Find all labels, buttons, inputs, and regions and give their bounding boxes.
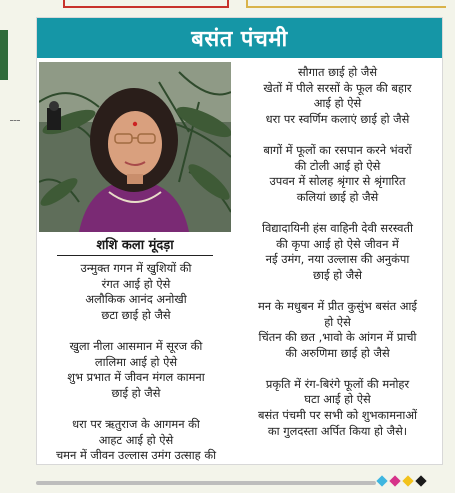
poem-line: हो ऐसे <box>324 314 351 329</box>
article-header <box>37 18 442 58</box>
adjacent-article-edge <box>63 0 229 8</box>
poem-line: धरा पर स्वर्णिम कलाएं छाई हो जैसे <box>265 111 410 126</box>
poem-line: छटा छाई हो जैसे <box>101 307 171 322</box>
footer-rule <box>36 481 376 485</box>
adjacent-article-edge-right <box>246 0 446 8</box>
poem-line: की टोली आई हो ऐसे <box>294 158 381 173</box>
poem-left-column <box>41 261 231 464</box>
poem-line: की अरुणिमा छाई हो जैसे <box>285 345 390 360</box>
poem-article <box>36 17 443 465</box>
poem-line: मन के मधुबन में प्रीत कुसुंभ बसंत आई <box>258 298 417 313</box>
byline-underline <box>57 255 213 256</box>
author-photo-image <box>39 62 231 232</box>
author-name: शशि कला मूंदड़ा <box>96 238 174 253</box>
adjacent-column-rule <box>10 120 20 121</box>
footer-diamond-dots <box>378 477 425 485</box>
poem-line: विद्यादायिनी हंस वाहिनी देवी सरस्वती <box>262 220 413 235</box>
poem-line: आहट आई हो ऐसे <box>98 432 174 447</box>
stanza-gap <box>235 127 440 143</box>
stanza-gap <box>41 401 231 417</box>
poem-line: चमन में जीवन उल्लास उमंग उत्साह की <box>55 448 217 463</box>
poem-line: खेतों में पीले सरसों के फूल की बहार <box>263 80 412 95</box>
poem-line: बागों में फूलों का रसपान करने भंवरों <box>263 142 412 157</box>
poem-line: बसंत पंचमी पर सभी को शुभकामनाओं <box>258 408 417 423</box>
stanza-gap <box>235 283 440 299</box>
poem-line: की कृपा आई हो ऐसे जीवन में <box>276 236 399 251</box>
poem-line: खुला नीला आसमान में सूरज की <box>69 338 203 353</box>
diamond-dot <box>376 475 387 486</box>
poem-line: छाई हो जैसे <box>111 385 161 400</box>
poem-line: चिंतन की छत ,भावो के आंगन में प्राची <box>258 330 417 345</box>
stanza-gap <box>41 323 231 339</box>
stanza-gap <box>235 205 440 221</box>
author-photo <box>39 62 231 232</box>
poem-line: उपवन में सोलह श्रृंगार से श्रृंगारित <box>269 174 406 189</box>
diamond-dot <box>402 475 413 486</box>
poem-line: घटा आई हो ऐसे <box>304 392 371 407</box>
poem-line: कलियां छाई हो जैसे <box>296 189 379 204</box>
article-title: बसंत पंचमी <box>191 27 288 52</box>
diamond-dot <box>415 475 426 486</box>
poem-line: उन्मुक्त गगन में खुशियों की <box>80 261 192 275</box>
poem-line: छाई हो जैसे <box>313 267 362 282</box>
poem-line: का गुलदस्ता अर्पित किया हो जैसे। <box>267 423 408 438</box>
poem-right-column <box>235 65 440 439</box>
stanza-gap <box>235 361 440 377</box>
poem-line: शुभ प्रभात में जीवन मंगल कामना <box>67 370 205 385</box>
poem-line: लालिमा आई हो ऐसे <box>94 354 178 369</box>
adjacent-column-strip <box>0 30 8 80</box>
poem-line: नई उमंग, नया उल्लास की अनुकंपा <box>265 252 410 267</box>
poem-line: सौगात छाई हो जैसे <box>297 65 378 79</box>
poem-line: रंगत आई हो ऐसे <box>101 276 171 291</box>
poem-line: अलौकिक आनंद अनोखी <box>85 292 187 307</box>
diamond-dot <box>389 475 400 486</box>
poem-line: धरा पर ऋतुराज के आगमन की <box>72 416 200 431</box>
poem-line: आई हो ऐसे <box>313 96 362 111</box>
poem-line: प्रकृति में रंग-बिरंगे फूलों की मनोहर <box>265 376 410 391</box>
